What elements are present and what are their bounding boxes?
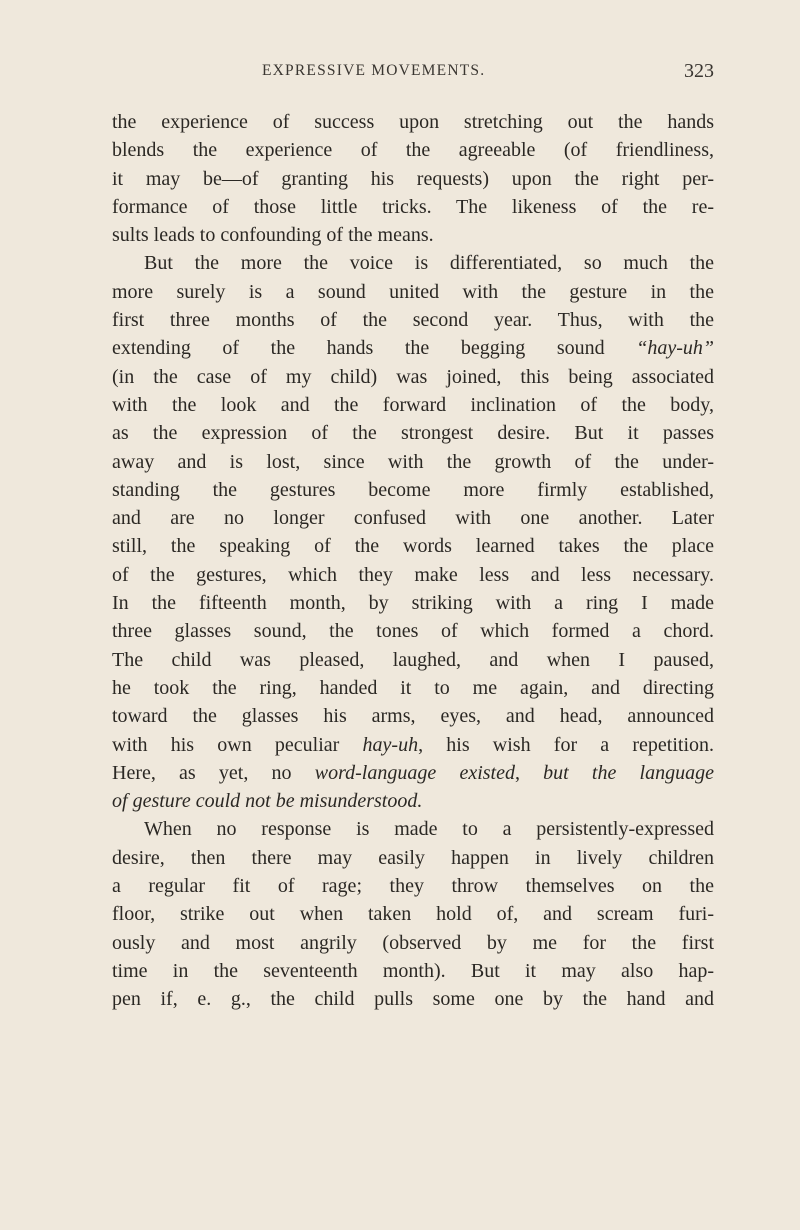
- text-line: In the fifteenth month, by striking with a ring I made: [112, 592, 714, 615]
- text-line: first three months of the second year. Thus, with the: [112, 309, 714, 332]
- text-segment: extending of the hands the begging sound: [112, 337, 605, 360]
- text-line: of the gestures, which they make less and less necessary.: [112, 563, 714, 586]
- text-line: standing the gestures become more firmly established,: [112, 478, 714, 501]
- text-line: (in the case of my child) was joined, this being associated: [112, 365, 714, 388]
- text-segment: with his own peculiar: [112, 733, 340, 756]
- page-number: 323: [684, 60, 714, 82]
- text-line: it may be—of granting his requests) upon the right per-: [112, 167, 714, 190]
- paragraph-3: [112, 815, 714, 1013]
- text-line: But the more the voice is differentiated, so much the: [144, 252, 714, 275]
- running-head: EXPRESSIVE MOVEMENTS.: [262, 62, 486, 79]
- text-line: time in the seventeenth month). But it may also hap-: [112, 959, 714, 982]
- text-line: and are no longer confused with one another. Later: [112, 507, 714, 530]
- text-line: toward the glasses his arms, eyes, and head, announced: [112, 705, 714, 728]
- text-line: away and is lost, since with the growth of the under-: [112, 450, 714, 473]
- text-segment: , his wish for a repetition.: [418, 733, 715, 756]
- text-line: blends the experience of the agreeable (of friendliness,: [112, 139, 714, 162]
- paragraph-2: [112, 249, 714, 815]
- italic-phrase: gesture could not be misunderstood.: [132, 790, 423, 813]
- text-segment: Here, as yet, no: [112, 761, 292, 784]
- text-line: three glasses sound, the tones of which formed a chord.: [112, 620, 714, 643]
- paragraph-1: [112, 108, 714, 249]
- text-line: floor, strike out when taken hold of, and scream furi-: [112, 903, 714, 926]
- text-line: with the look and the forward inclination of the body,: [112, 393, 714, 416]
- italic-phrase: of: [112, 790, 128, 813]
- text-line: sults leads to confounding of the means.: [112, 224, 434, 247]
- text-line: desire, then there may easily happen in lively children: [112, 846, 714, 869]
- italic-phrase: but the language: [543, 761, 714, 784]
- text-line: pen if, e. g., the child pulls some one by the hand and: [112, 988, 714, 1011]
- text-line: [112, 759, 714, 787]
- text-line: as the expression of the strongest desire. But it passes: [112, 422, 714, 445]
- page-header: [112, 60, 714, 90]
- text-line: he took the ring, handed it to me again, and directing: [112, 676, 714, 699]
- text-line: formance of those little tricks. The likeness of the re-: [112, 195, 714, 218]
- text-line: a regular fit of rage; they throw themselves on the: [112, 875, 714, 898]
- italic-term: “hay-uh”: [636, 337, 714, 360]
- text-line: ously and most angrily (observed by me for the first: [112, 931, 714, 954]
- text-line: When no response is made to a persistently-expressed: [144, 818, 714, 841]
- text-line: [112, 787, 714, 815]
- italic-phrase: word-language existed: [314, 761, 515, 784]
- text-line: more surely is a sound united with the gesture in the: [112, 280, 714, 303]
- text-line: [112, 334, 714, 362]
- italic-term: hay-uh: [362, 733, 419, 756]
- text-line: the experience of success upon stretching out the hands: [112, 111, 714, 133]
- text-line: The child was pleased, laughed, and when I paused,: [112, 648, 714, 671]
- comma: ,: [514, 761, 520, 784]
- text-line: [112, 731, 714, 759]
- body-text: [112, 108, 714, 1014]
- text-line: still, the speaking of the words learned takes the place: [112, 535, 714, 558]
